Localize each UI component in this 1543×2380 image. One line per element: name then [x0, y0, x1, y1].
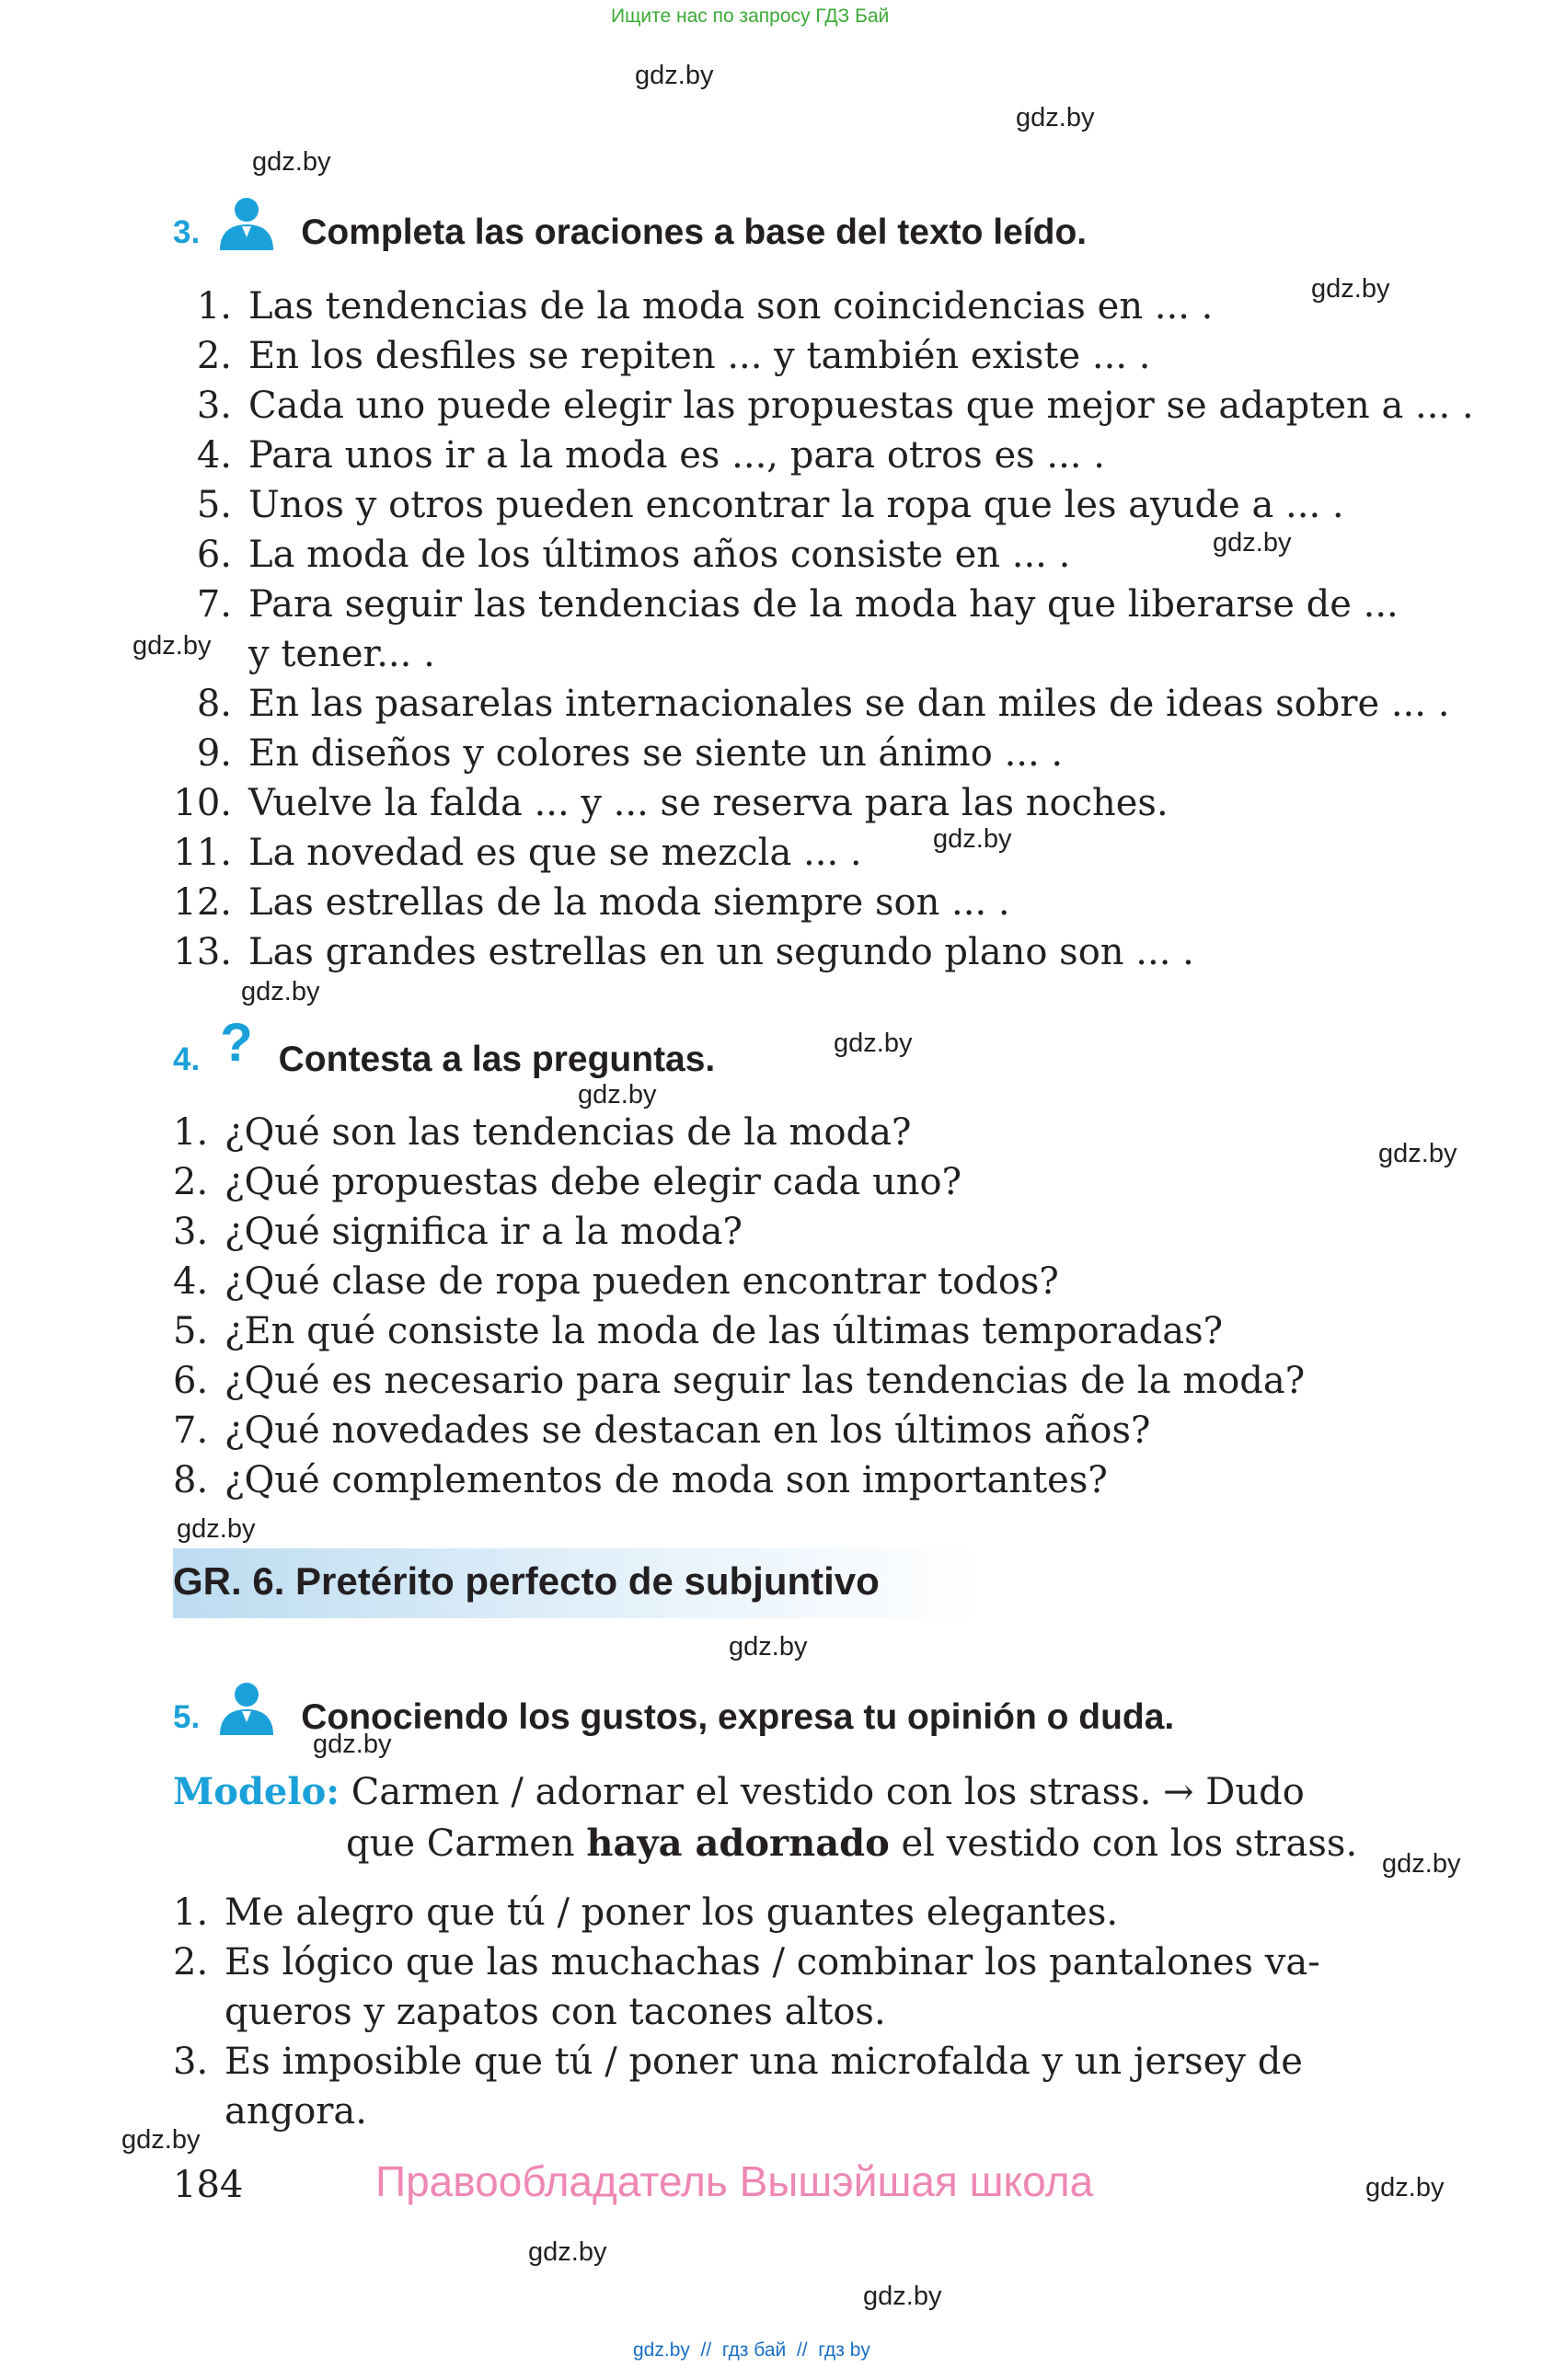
item-text: Las tendencias de la moda son coincidencias en ... .	[248, 285, 1214, 328]
watermark: gdz.by	[1311, 274, 1390, 304]
exercise-3-heading	[173, 204, 1087, 261]
list-item	[173, 480, 1474, 530]
watermark: gdz.by	[313, 1730, 392, 1759]
person-icon	[218, 1680, 275, 1737]
item-number: 3.	[173, 2041, 209, 2083]
model-line-2-bold: haya adornado	[586, 1822, 890, 1865]
list-item	[173, 1356, 1305, 1406]
exercise-4-heading	[173, 1013, 716, 1090]
bottom-links: gdz.by // гдз бай // гдз by	[633, 2340, 870, 2361]
list-item	[173, 629, 1474, 679]
item-number: 3.	[173, 1211, 209, 1253]
item-number: 6.	[196, 534, 232, 576]
list-item	[173, 1455, 1305, 1505]
list-item	[173, 1157, 1305, 1207]
item-text: ¿Qué clase de ropa pueden encontrar todos?	[225, 1260, 1059, 1303]
item-text: En los desfiles se repiten ... y también existe ... .	[248, 335, 1151, 377]
item-number: 7.	[173, 1409, 209, 1452]
item-number: 1.	[196, 285, 232, 328]
list-item	[173, 580, 1474, 629]
item-number: 11.	[173, 832, 232, 874]
item-text: Cada uno puede elegir las propuestas que mejor se adapten a ... .	[248, 385, 1474, 427]
watermark: gdz.by	[177, 1514, 256, 1544]
item-text: ¿Qué es necesario para seguir las tendencias de la moda?	[225, 1360, 1306, 1402]
watermark: gdz.by	[241, 977, 320, 1006]
item-text: ¿En qué consiste la moda de las últimas temporadas?	[225, 1310, 1224, 1352]
item-number: 1.	[173, 1891, 209, 1934]
item-number: 10.	[173, 782, 232, 824]
item-text: ¿Qué novedades se destacan en los últimos años?	[225, 1409, 1151, 1452]
person-icon	[218, 195, 275, 252]
item-text: La moda de los últimos años consiste en ... .	[248, 534, 1071, 576]
item-text: angora.	[225, 2090, 367, 2133]
exercise-number: 4.	[173, 1041, 201, 1077]
list-item	[173, 2037, 1320, 2087]
item-number: 2.	[196, 335, 232, 377]
item-number	[173, 2087, 208, 2136]
list-item	[173, 828, 1474, 878]
item-number: 12.	[173, 881, 232, 924]
item-number: 1.	[173, 1111, 209, 1154]
exercise-title: Conociendo los gustos, expresa tu opinión o duda.	[301, 1697, 1175, 1737]
exercise-number: 5.	[173, 1699, 201, 1735]
item-number: 13.	[173, 931, 232, 973]
copyright-holder: Правообладатель Вышэйшая школа	[375, 2157, 1094, 2205]
item-number: 2.	[173, 1941, 209, 1983]
list-item	[173, 878, 1474, 927]
exercise-5-heading	[173, 1689, 1174, 1746]
watermark: gdz.by	[1016, 103, 1095, 132]
list-item	[173, 1306, 1305, 1356]
watermark: gdz.by	[578, 1080, 657, 1110]
item-number: 2.	[173, 1161, 209, 1203]
list-item	[173, 1257, 1305, 1306]
watermark: gdz.by	[1365, 2173, 1445, 2202]
item-number: 4.	[196, 434, 232, 477]
exercise-title: Completa las oraciones a base del texto leído.	[301, 213, 1088, 252]
watermark: gdz.by	[1213, 528, 1292, 558]
exercise-5-list	[173, 1888, 1320, 2136]
watermark: gdz.by	[252, 147, 331, 177]
model-line-2-pre: que Carmen	[346, 1822, 587, 1865]
list-item	[173, 778, 1474, 828]
item-text: Es lógico que las muchachas / combinar los pantalones va-	[225, 1941, 1320, 1983]
item-text: Las grandes estrellas en un segundo plano son ... .	[248, 931, 1194, 973]
item-text: Unos y otros pueden encontrar la ropa que les ayude a ... .	[248, 484, 1344, 526]
watermark: gdz.by	[834, 1029, 913, 1058]
item-text: ¿Qué propuestas debe elegir cada uno?	[225, 1161, 962, 1203]
list-item	[173, 381, 1474, 431]
item-number: 9.	[196, 732, 232, 775]
item-text: Me alegro que tú / poner los guantes elegantes.	[225, 1891, 1119, 1934]
item-number	[173, 1987, 208, 2037]
item-text: Para seguir las tendencias de la moda hay que liberarse de ...	[248, 583, 1399, 626]
item-text: ¿Qué complementos de moda son importantes?	[225, 1459, 1108, 1501]
list-item	[173, 331, 1474, 381]
list-item	[173, 1987, 1320, 2037]
item-text: ¿Qué significa ir a la moda?	[225, 1211, 743, 1253]
list-item	[173, 431, 1474, 480]
watermark: gdz.by	[132, 631, 212, 661]
item-number: 5.	[196, 484, 232, 526]
item-text: Las estrellas de la moda siempre son ... .	[248, 881, 1010, 924]
item-text: Es imposible que tú / poner una microfalda y un jersey de	[225, 2041, 1303, 2083]
model-line-1: Carmen / adornar el vestido con los strass. → Dudo	[351, 1771, 1305, 1813]
list-item	[173, 1207, 1305, 1257]
list-item	[173, 1937, 1320, 1987]
model-example	[173, 1766, 1357, 1869]
item-text: Para unos ir a la moda es ..., para otros es ... .	[248, 434, 1105, 477]
list-item	[173, 530, 1474, 580]
item-text: y tener... .	[248, 633, 435, 675]
grammar-heading: GR. 6. Pretérito perfecto de subjuntivo	[173, 1559, 880, 1603]
item-text: queros y zapatos con tacones altos.	[225, 1991, 886, 2033]
watermark: gdz.by	[121, 2125, 201, 2155]
model-label: Modelo:	[173, 1770, 340, 1813]
watermark: gdz.by	[933, 824, 1012, 854]
list-item	[173, 1888, 1320, 1937]
item-number: 7.	[196, 583, 232, 626]
exercise-3-list	[173, 282, 1474, 977]
item-number	[173, 629, 232, 679]
item-number: 4.	[173, 1260, 209, 1303]
question-icon: ?	[220, 1013, 253, 1073]
item-number: 8.	[196, 683, 232, 725]
exercise-title: Contesta a las preguntas.	[278, 1039, 716, 1079]
list-item	[173, 2087, 1320, 2136]
item-number: 5.	[173, 1310, 209, 1352]
watermark: gdz.by	[528, 2237, 607, 2267]
item-number: 8.	[173, 1459, 209, 1501]
watermark: gdz.by	[635, 61, 714, 90]
list-item	[173, 927, 1474, 977]
item-number: 6.	[173, 1360, 209, 1402]
exercise-4-list	[173, 1108, 1305, 1505]
watermark: gdz.by	[1378, 1139, 1457, 1168]
watermark: gdz.by	[863, 2282, 942, 2311]
item-text: En diseños y colores se siente un ánimo ... .	[248, 732, 1064, 775]
item-text: En las pasarelas internacionales se dan miles de ideas sobre ... .	[248, 683, 1450, 725]
model-line-2-post: el vestido con los strass.	[889, 1822, 1358, 1865]
list-item	[173, 679, 1474, 729]
top-banner: Ищите нас по запросу ГДЗ Бай	[611, 6, 890, 27]
watermark: gdz.by	[1382, 1849, 1461, 1879]
list-item	[173, 1406, 1305, 1455]
list-item	[173, 729, 1474, 778]
item-text: ¿Qué son las tendencias de la moda?	[225, 1111, 912, 1154]
list-item	[173, 1108, 1305, 1157]
item-number: 3.	[196, 385, 232, 427]
item-text: Vuelve la falda ... y ... se reserva para las noches.	[248, 782, 1169, 824]
list-item	[173, 282, 1474, 331]
exercise-number: 3.	[173, 214, 201, 250]
watermark: gdz.by	[729, 1632, 808, 1661]
page-number: 184	[173, 2164, 244, 2206]
item-text: La novedad es que se mezcla ... .	[248, 832, 862, 874]
